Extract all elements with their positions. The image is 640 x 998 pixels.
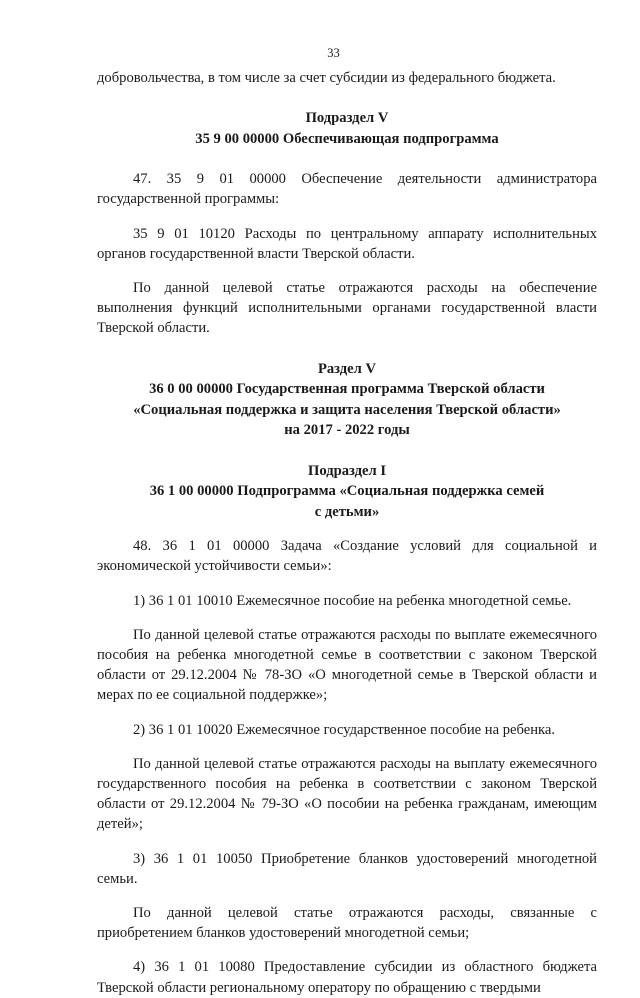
paragraph: 4) 36 1 01 10080 Предоставление субсидии из областного бюджета Тверской области региональному оператору по обращению с твердыми <box>97 959 597 996</box>
section-heading: Раздел V <box>317 360 377 377</box>
section-heading: Подраздел I <box>308 462 386 479</box>
section-heading: с детьми» <box>314 503 380 520</box>
spacer <box>97 943 597 957</box>
spacer <box>97 88 597 108</box>
spacer <box>97 577 597 591</box>
paragraph: 35 9 01 10120 Расходы по центральному аппарату исполнительных органов государственной власти Тверской области. <box>97 225 597 262</box>
document-body <box>97 68 597 998</box>
spacer <box>97 706 597 720</box>
paragraph: По данной целевой статье отражаются расходы на выплату ежемесячного государственного пособия на ребенка в соответствии с законом Тверской области от 29.12.2004 № 79-ЗО «О пособии на ребенка гражданам, имеющим детей»; <box>97 755 597 833</box>
page-number: 33 <box>327 46 340 60</box>
section-heading: 36 1 00 00000 Подпрограмма «Социальная поддержка семей <box>149 483 545 500</box>
spacer <box>97 210 597 224</box>
spacer <box>97 339 597 359</box>
section-heading: на 2017 - 2022 годы <box>284 422 410 439</box>
spacer <box>97 835 597 849</box>
spacer <box>97 611 597 625</box>
paragraph: 48. 36 1 01 00000 Задача «Создание условий для социальной и экономической устойчивости семьи»: <box>97 538 597 575</box>
spacer <box>97 264 597 278</box>
section-heading: 36 0 00 00000 Государственная программа Тверской области <box>149 381 545 398</box>
paragraph: 1) 36 1 01 10010 Ежемесячное пособие на ребенка многодетной семье. <box>133 592 572 609</box>
spacer <box>97 740 597 754</box>
paragraph: 47. 35 9 01 00000 Обеспечение деятельности администратора государственной программы: <box>97 171 597 208</box>
spacer <box>97 889 597 903</box>
section-heading: 35 9 00 00000 Обеспечивающая подпрограмма <box>195 130 499 147</box>
paragraph: По данной целевой статье отражаются расходы, связанные с приобретением бланков удостоверений многодетной семьи; <box>97 904 597 942</box>
section-heading: «Социальная поддержка и защита населения Тверской области» <box>133 401 561 418</box>
paragraph: По данной целевой статье отражаются расходы на обеспечение выполнения функций исполнительными органами государственной власти Тверской области. <box>97 280 597 337</box>
spacer <box>97 149 597 169</box>
paragraph: 3) 36 1 01 10050 Приобретение бланков удостоверений многодетной семьи. <box>97 850 597 887</box>
section-heading: Подраздел V <box>305 110 389 127</box>
paragraph: добровольчества, в том числе за счет субсидии из федерального бюджета. <box>97 70 556 86</box>
paragraph: 2) 36 1 01 10020 Ежемесячное государственное пособие на ребенка. <box>133 721 555 738</box>
spacer <box>97 522 597 536</box>
paragraph: По данной целевой статье отражаются расходы по выплате ежемесячного пособия на ребенка многодетной семье в соответствии с законом Тверской области от 29.12.2004 № 78-ЗО «О многодетной семье в Тверской области и мерах по ее социальной поддержке»; <box>97 626 597 704</box>
spacer <box>97 441 597 461</box>
